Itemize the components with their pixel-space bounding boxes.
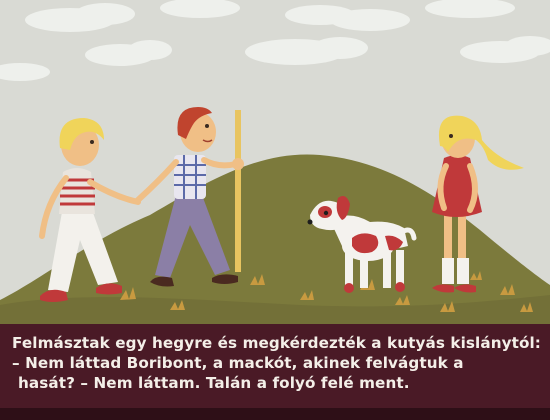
- subtitle-caption: [12, 333, 544, 393]
- caption-line-3: hasát? – Nem láttam. Talán a folyó felé ment.: [18, 374, 410, 392]
- caption-line-1: Felmásztak egy hegyre és megkérdezték a kutyás kislánytól:: [12, 334, 541, 352]
- caption-line-2: – Nem láttad Boribont, a mackót, akinek felvágtuk a: [12, 354, 464, 372]
- film-bottom-strip: [0, 408, 550, 420]
